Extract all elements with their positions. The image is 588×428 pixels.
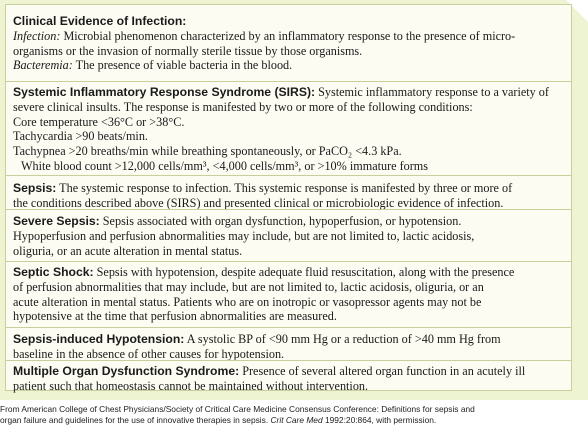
septic-shock-heading: Septic Shock: (13, 265, 94, 279)
caption-line-2 (0, 415, 588, 426)
hypotension-heading: Sepsis-induced Hypotension: (13, 332, 185, 346)
caption-citation: 1992:20:864, with permission. (322, 415, 437, 425)
severe-sepsis-def-cont-2: oliguria, or an acute alteration in mental status. (13, 243, 243, 258)
caption-line-1: From American College of Chest Physicians/Society of Critical Care Medicine Consensus Conference: Definitions for sepsis and (0, 404, 475, 414)
sepsis-def-cont: the conditions described above (SIRS) and presented clinical or microbiologic evidence of infection. (13, 195, 504, 210)
sepsis-section (6, 175, 571, 211)
mods-def: Presence of several altered organ function in an acutely ill (239, 364, 526, 378)
infection-term: Infection: (13, 28, 61, 43)
sirs-def: Systemic inflammatory response to a variety of (315, 85, 549, 99)
septic-shock-def-cont-2: acute alteration in mental status. Patients who are on inotropic or vasopressor agents may not be (13, 294, 482, 309)
severe-sepsis-heading: Severe Sepsis: (13, 214, 100, 228)
definitions-box (5, 4, 572, 391)
severe-sepsis-def: Sepsis associated with organ dysfunction, hypoperfusion, or hypotension. (99, 214, 462, 228)
infection-def: Microbial phenomenon characterized by an inflammatory response to the presence of micro- (60, 28, 516, 43)
sirs-wbc: White blood count >12,000 cells/mm³, <4,000 cells/mm³, or >10% immature forms (21, 158, 429, 173)
mods-section (6, 360, 571, 394)
sepsis-def: The systemic response to infection. This systemic response is manifested by three or more of (56, 181, 513, 195)
septic-shock-section (6, 261, 571, 324)
sirs-section (6, 81, 571, 174)
sirs-tachycardia: Tachycardia >90 beats/min. (13, 129, 148, 144)
infection-def-cont: organisms or the invasion of normally sterile tissue by those organisms. (13, 43, 363, 58)
sirs-tachypnea: Tachypnea >20 breaths/min while breathing spontaneously, or PaCO₂ <4.3 kPa. (13, 144, 402, 159)
mods-heading: Multiple Organ Dysfunction Syndrome: (13, 364, 240, 378)
bacteremia-term: Bacteremia: (13, 58, 73, 73)
caption-text: organ failure and guidelines for the use of innovative therapies in sepsis. (0, 415, 271, 425)
sirs-temperature: Core temperature <36°C or >38°C. (13, 114, 185, 129)
hypotension-section (6, 327, 571, 362)
septic-shock-def: Sepsis with hypotension, despite adequate fluid resuscitation, along with the presence (93, 265, 515, 279)
source-caption (0, 404, 588, 426)
infection-heading: Clinical Evidence of Infection: (13, 14, 187, 28)
severe-sepsis-section (6, 209, 571, 258)
septic-shock-def-cont-3: hypotensive at the time that perfusion abnormalities are measured. (13, 309, 337, 324)
hypotension-def: A systolic BP of <90 mm Hg or a reduction of >40 mm Hg from (184, 332, 501, 346)
caption-journal: Crit Care Med (270, 415, 323, 425)
bacteremia-def: The presence of viable bacteria in the blood. (72, 58, 293, 73)
mods-def-cont: patient such that homeostasis cannot be maintained without intervention. (13, 378, 369, 393)
sirs-def-cont: severe clinical insults. The response is manifested by two or more of the following conditions: (13, 99, 473, 114)
septic-shock-def-cont-1: of perfusion abnormalities that may include, but are not limited to, lactic acidosis, oliguria, or an (13, 279, 484, 294)
sepsis-heading: Sepsis: (13, 181, 57, 195)
sirs-heading: Systemic Inflammatory Response Syndrome (SIRS): (13, 85, 316, 99)
infection-section (6, 14, 571, 73)
hypotension-def-cont: baseline in the absence of other causes for hypotension. (13, 346, 285, 361)
severe-sepsis-def-cont-1: Hypoperfusion and perfusion abnormalities may include, but are not limited to, lactic acidosis, (13, 228, 475, 243)
